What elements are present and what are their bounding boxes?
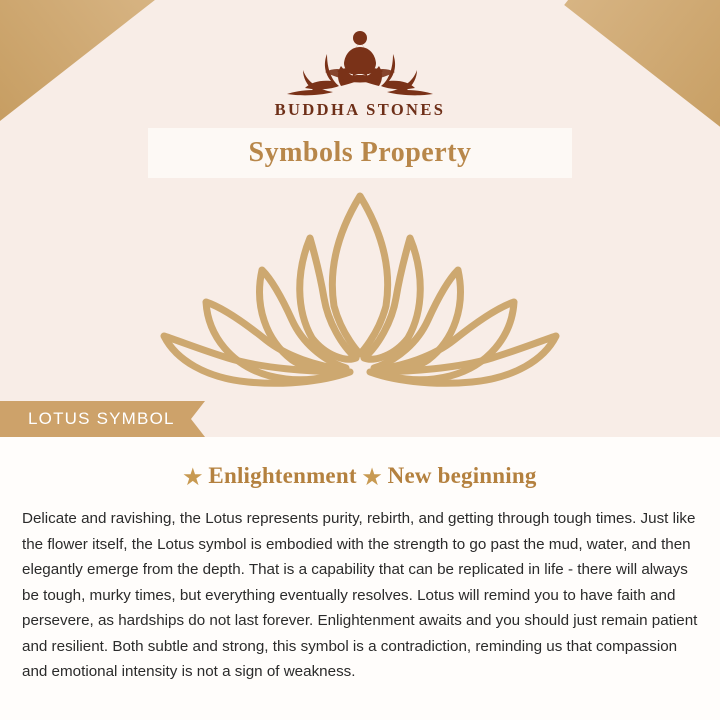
star-icon-middle: ★ [362,465,382,489]
brand-name: BUDDHA STONES [274,100,446,119]
lotus-meditation-figure-icon [0,24,720,96]
lotus-symbol-tag-body [0,401,191,437]
headline-part-two: New beginning [387,463,537,488]
lotus-flower-icon [0,186,720,396]
lotus-symbol-tag [0,401,205,437]
headline-part-one: Enlightenment [208,463,357,488]
description-paragraph: Delicate and ravishing, the Lotus represents purity, rebirth, and getting through tough times. Just like the flower itself, the Lotus symbol is embodied with the strength to go past the mud, water, and then elegantly emerge from the depth. That is a capability that can be replicated in life - there will always be tough, murky times, but everything eventually resolves. Lotus will remind you to have faith and persevere, as hardships do not last forever. Enlightenment awaits and you should just remain patient and resilient. Both subtle and strong, this symbol is a contradiction, reminding us that compassion and emotional intensity is not a sign of weakness. [22,510,698,680]
lotus-symbol-tag-label: LOTUS SYMBOL [28,409,175,428]
headline [18,463,702,490]
title-banner [148,128,572,178]
page-title: Symbols Property [248,137,472,168]
star-icon-left: ★ [183,465,203,489]
brand-block [0,24,720,120]
lotus-symbol-tag-tail [191,401,205,437]
description-panel [0,437,720,720]
